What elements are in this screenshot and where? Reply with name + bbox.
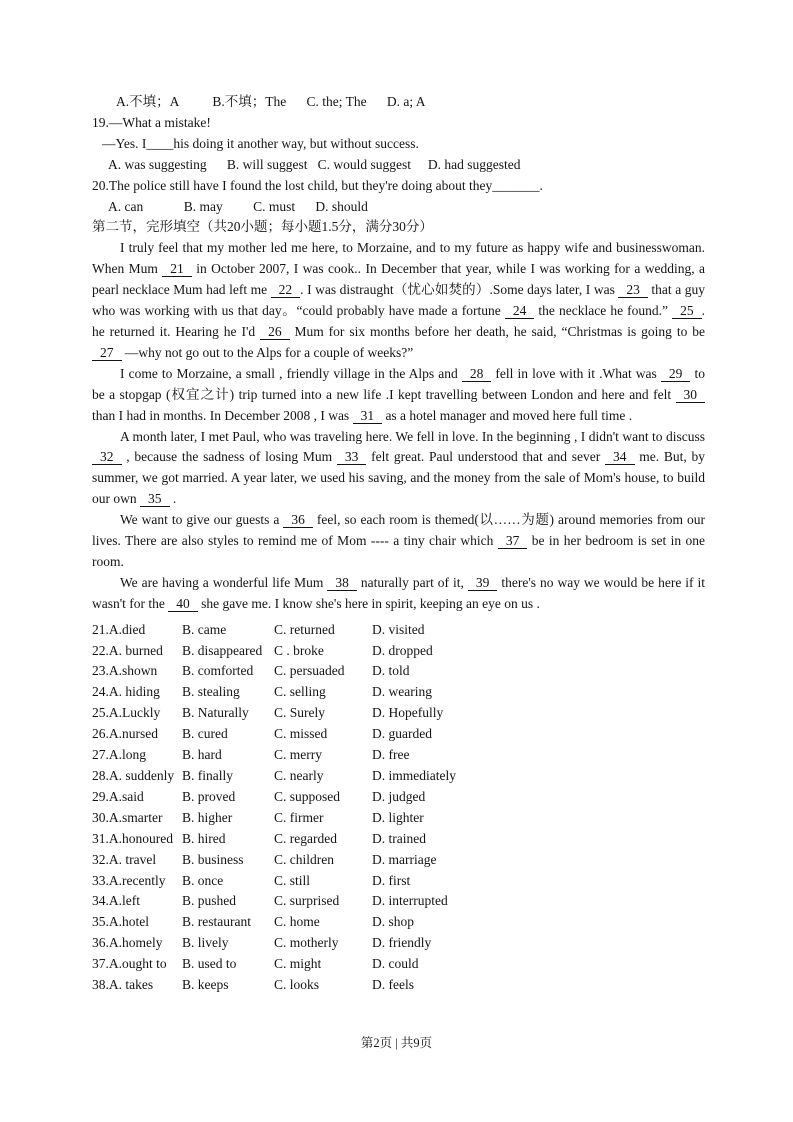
option-d: D. judged [372, 788, 426, 804]
option-b: B. hired [182, 830, 226, 846]
option-c: C. still [274, 872, 311, 888]
option-d: D. friendly [372, 935, 432, 951]
option-c: C. merry [274, 747, 322, 763]
option-d: D. shop [372, 914, 415, 930]
option-b: B. came [182, 621, 227, 637]
option-d: D. dropped [372, 642, 433, 658]
option-c: C. motherly [274, 935, 339, 951]
cloze-blank-23: 23 [618, 282, 648, 298]
cloze-section-title: 第二节，完形填空（共20小题；每小题1.5分，满分30分） [92, 219, 433, 235]
option-a: 22.A. burned [92, 642, 163, 658]
option-d: D. first [372, 872, 411, 888]
options-line-19: A. was suggesting B. will suggest C. would suggest D. had suggested [108, 156, 521, 172]
cloze-blank-33: 33 [337, 449, 367, 465]
option-d: D. visited [372, 621, 425, 637]
option-b: B. Naturally [182, 705, 249, 721]
cloze-option-row-35 [92, 912, 705, 933]
cloze-option-row-33 [92, 871, 705, 892]
cloze-blank-30: 30 [676, 387, 706, 403]
cloze-option-row-28 [92, 766, 705, 787]
option-a: 32.A. travel [92, 851, 157, 867]
option-a: 35.A.hotel [92, 914, 149, 930]
option-a: 37.A.ought to [92, 956, 167, 972]
option-d: D. lighter [372, 809, 424, 825]
option-b: B. proved [182, 788, 236, 804]
cloze-blank-31: 31 [353, 408, 383, 424]
option-a: 28.A. suddenly [92, 768, 175, 783]
cloze-paragraph: I come to Morzaine, a small , friendly village in the Alps and 28 fell in love with it .What was 29 to be a stopgap (权宜之计) trip turned into a new life .I kept travelling between London and here and felt 30 than I had in months. In December 2008 , I was 31 as a hotel manager and moved here full time . [92, 365, 705, 423]
cloze-blank-25: 25 [672, 303, 702, 319]
option-a: 23.A.shown [92, 663, 158, 679]
option-a: 21.A.died [92, 621, 146, 637]
page-number: 第2页 | 共9页 [360, 1036, 433, 1050]
cloze-option-row-30 [92, 808, 705, 829]
option-c: C . broke [274, 642, 324, 658]
option-c: C. selling [274, 684, 326, 700]
option-a: 24.A. hiding [92, 684, 160, 700]
option-d: D. free [372, 747, 410, 763]
option-a: 33.A.recently [92, 872, 166, 888]
cloze-paragraph: A month later, I met Paul, who was traveling here. We fell in love. In the beginning , I didn't want to discuss 32 , because the sadness of losing Mum 33 felt great. Paul understood that and sever 34 me. But, by summer, we got married. A year later, we used his saving, and the money from the sale of Mom's house, to build our own 35 . [92, 428, 706, 507]
option-c: C. children [274, 851, 334, 867]
option-c: C. looks [274, 977, 320, 993]
option-a: 27.A.long [92, 747, 146, 763]
option-d: D. feels [372, 977, 414, 993]
cloze-option-row-31 [92, 829, 705, 850]
cloze-option-row-32 [92, 850, 705, 871]
option-a: 38.A. takes [92, 977, 154, 993]
cloze-option-row-23 [92, 661, 705, 682]
option-a: 34.A.left [92, 893, 140, 909]
cloze-options-list [92, 620, 705, 996]
cloze-option-row-34 [92, 891, 705, 912]
cloze-blank-28: 28 [462, 366, 492, 382]
option-b: B. lively [182, 935, 229, 951]
cloze-option-row-29 [92, 787, 705, 808]
option-d: D. trained [372, 830, 426, 846]
option-c: C. nearly [274, 768, 324, 783]
options-line-20: A. can B. may C. must D. should [108, 198, 368, 214]
cloze-blank-38: 38 [327, 575, 357, 591]
option-c: C. regarded [274, 830, 337, 846]
question-stem-20: 20.The police still have I found the lost child, but they're doing about they_______. [92, 177, 543, 193]
option-c: C. persuaded [274, 663, 345, 679]
cloze-paragraph: We want to give our guests a 36 feel, so each room is themed(以……为题) around memories from our lives. There are also styles to remind me of Mom ---- a tiny chair which 37 be in her bedroom is set in one room. [92, 512, 705, 569]
option-b: B. business [182, 851, 244, 867]
cloze-option-row-25 [92, 703, 705, 724]
option-d: D. told [372, 663, 410, 679]
option-c: C. firmer [274, 809, 324, 825]
cloze-blank-29: 29 [661, 366, 691, 382]
option-c: C. might [274, 956, 322, 972]
option-b: B. restaurant [182, 914, 251, 930]
cloze-paragraph: We are having a wonderful life Mum 38 naturally part of it, 39 there's no way we would be here if it wasn't for the 40 she gave me. I know she's here in spirit, keeping an eye on us . [92, 574, 706, 611]
option-b: B. used to [182, 956, 237, 972]
option-c: C. Surely [274, 705, 326, 721]
option-b: B. once [182, 872, 224, 888]
cloze-blank-39: 39 [468, 575, 498, 591]
grammar-questions-block [92, 92, 705, 217]
cloze-blank-40: 40 [168, 596, 198, 612]
cloze-option-row-36 [92, 933, 705, 954]
option-c: C. supposed [274, 788, 341, 804]
option-a: 30.A.smarter [92, 809, 163, 825]
cloze-option-row-37 [92, 954, 705, 975]
cloze-blank-21: 21 [162, 261, 192, 277]
option-c: C. surprised [274, 893, 340, 909]
cloze-blank-36: 36 [283, 512, 313, 528]
option-d: D. Hopefully [372, 705, 444, 721]
option-b: B. stealing [182, 684, 240, 700]
option-b: B. hard [182, 747, 222, 763]
option-d: D. immediately [372, 768, 456, 783]
option-b: B. higher [182, 809, 233, 825]
options-line-18: A.不填；A B.不填；The C. the; The D. a; A [116, 94, 426, 109]
cloze-blank-32: 32 [92, 449, 122, 465]
option-b: B. cured [182, 726, 228, 742]
option-c: C. home [274, 914, 320, 930]
cloze-blank-27: 27 [92, 345, 122, 361]
cloze-option-row-26 [92, 724, 705, 745]
cloze-option-row-21 [92, 620, 705, 641]
cloze-blank-24: 24 [505, 303, 535, 319]
option-d: D. interrupted [372, 893, 448, 909]
cloze-option-row-38 [92, 975, 705, 996]
option-a: 36.A.homely [92, 935, 163, 951]
option-d: D. marriage [372, 851, 437, 867]
option-a: 26.A.nursed [92, 726, 158, 742]
option-b: B. finally [182, 768, 233, 783]
question-reply-19: —Yes. I____his doing it another way, but without success. [102, 135, 419, 151]
option-b: B. disappeared [182, 642, 263, 658]
cloze-blank-26: 26 [260, 324, 290, 340]
question-stem-19: 19.—What a mistake! [92, 114, 211, 130]
option-c: C. returned [274, 621, 335, 637]
option-a: 31.A.honoured [92, 830, 173, 846]
cloze-passage [92, 238, 705, 614]
option-c: C. missed [274, 726, 328, 742]
option-b: B. keeps [182, 977, 229, 993]
option-d: D. could [372, 956, 419, 972]
cloze-option-row-24 [92, 682, 705, 703]
cloze-blank-35: 35 [140, 491, 170, 507]
option-a: 29.A.said [92, 788, 144, 804]
option-b: B. pushed [182, 893, 236, 909]
cloze-blank-22: 22 [271, 282, 301, 298]
option-b: B. comforted [182, 663, 254, 679]
option-a: 25.A.Luckly [92, 705, 161, 721]
cloze-option-row-22 [92, 641, 705, 662]
cloze-blank-34: 34 [605, 449, 635, 465]
cloze-option-row-27 [92, 745, 705, 766]
option-d: D. wearing [372, 684, 432, 700]
cloze-paragraph: I truly feel that my mother led me here, to Morzaine, and to my future as happy wife and businesswoman. When Mum 21 in October 2007, I was cook.. In December that year, while I was working for a wedding, a pearl necklace Mum had left me 22 . I was distraught（忧心如焚的）.Some days later, I was 23 that a guy who was working with us that day。“could probably have made a fortune 24 the necklace he found.” 25 . he returned it. Hearing he I'd 26 Mum for six months before her death, he said, “Christmas is going to be 27 —why not go out to the Alps for a couple of weeks?” [92, 240, 705, 360]
cloze-blank-37: 37 [498, 533, 528, 549]
option-d: D. guarded [372, 726, 432, 742]
